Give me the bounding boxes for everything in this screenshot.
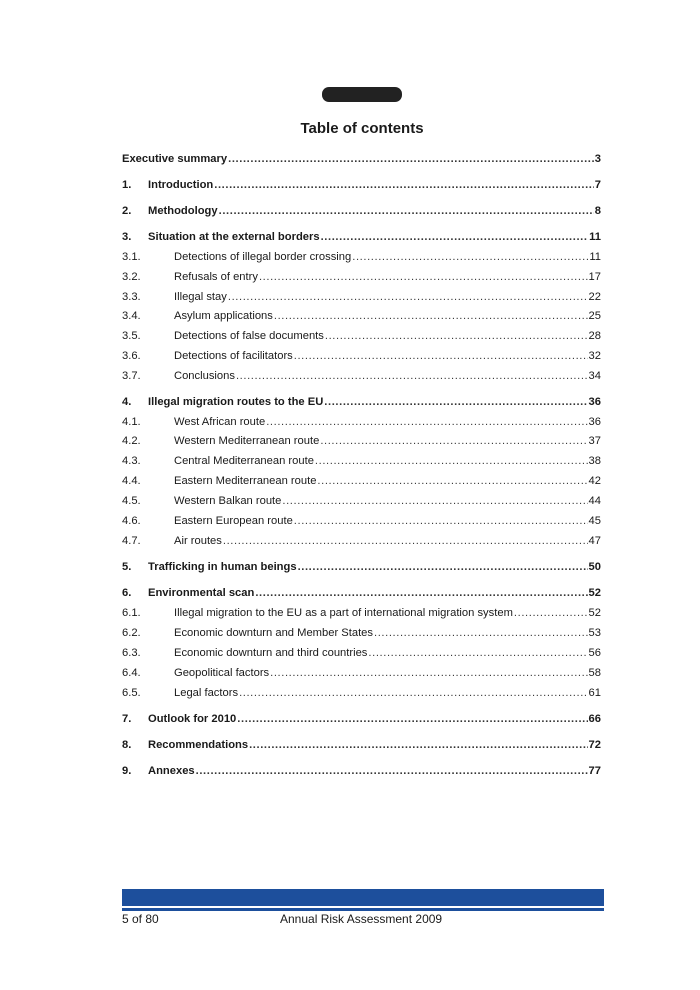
toc-leader-dots <box>228 289 588 305</box>
toc-entry-page: 58 <box>588 667 601 679</box>
toc-entry-number: 3.5. <box>122 330 141 342</box>
toc-entry-label: Conclusions <box>174 370 235 382</box>
toc-entry-page: 37 <box>588 435 601 447</box>
page-title: Table of contents <box>300 120 424 137</box>
footer-rule <box>122 908 604 911</box>
toc-entry-label: Central Mediterranean route <box>174 455 314 467</box>
toc-entry[interactable] <box>122 559 601 575</box>
toc-leader-dots <box>368 645 587 661</box>
toc-entry-number: 6.1. <box>122 607 141 619</box>
toc-entry-number: 6. <box>122 587 132 599</box>
toc-entry-number: 6.4. <box>122 667 141 679</box>
toc-entry-number: 3.6. <box>122 350 141 362</box>
toc-entry-number: 5. <box>122 561 132 573</box>
toc-leader-dots <box>249 737 587 753</box>
toc-leader-dots <box>294 348 588 364</box>
toc-entry-number: 4.6. <box>122 515 141 527</box>
toc-leader-dots <box>317 473 587 489</box>
toc-entry-label: Detections of illegal border crossing <box>174 251 352 263</box>
toc-leader-dots <box>320 433 587 449</box>
footer-page-number: 5 of 80 <box>122 912 159 926</box>
toc-entry-page: 77 <box>588 765 601 777</box>
toc-leader-dots <box>321 229 589 245</box>
toc-leader-dots <box>324 394 587 410</box>
toc-entry[interactable] <box>122 177 601 193</box>
toc-entry-number: 6.3. <box>122 647 141 659</box>
toc-leader-dots <box>270 665 587 681</box>
toc-entry[interactable] <box>122 605 601 621</box>
toc-entry-number: 4.1. <box>122 416 141 428</box>
toc-entry-number: 4.2. <box>122 435 141 447</box>
toc-entry-label: Air routes <box>174 535 222 547</box>
toc-entry-page: 7 <box>594 179 601 191</box>
toc-entry-number: 3. <box>122 231 132 243</box>
toc-entry[interactable] <box>122 308 601 324</box>
toc-entry-label: Illegal migration to the EU as a part of international migration system <box>174 607 513 619</box>
toc-entry-label: Outlook for 2010 <box>148 713 237 725</box>
toc-entry-page: 50 <box>588 561 601 573</box>
toc-entry-label: Trafficking in human beings <box>148 561 297 573</box>
toc-entry[interactable] <box>122 493 601 509</box>
toc-entry-page: 8 <box>594 205 601 217</box>
toc-entry-label: Introduction <box>148 179 214 191</box>
toc-leader-dots <box>196 763 588 779</box>
toc-entry-label: Refusals of entry <box>174 271 258 283</box>
toc-entry[interactable] <box>122 513 601 529</box>
toc-entry-label: Eastern Mediterranean route <box>174 475 317 487</box>
toc-leader-dots <box>325 328 588 344</box>
toc-entry-label: Legal factors <box>174 687 239 699</box>
toc-leader-dots <box>214 177 594 193</box>
toc-leader-dots <box>374 625 588 641</box>
toc-entry-label: Detections of false documents <box>174 330 324 342</box>
toc-entry-number: 6.5. <box>122 687 141 699</box>
toc-entry-label: Western Mediterranean route <box>174 435 320 447</box>
toc-entry-page: 28 <box>588 330 601 342</box>
toc-entry-number: 4.4. <box>122 475 141 487</box>
toc-leader-dots <box>236 368 588 384</box>
toc-entry-number: 1. <box>122 179 132 191</box>
toc-entry[interactable] <box>122 151 601 167</box>
toc-entry[interactable] <box>122 737 601 753</box>
toc-entry[interactable] <box>122 645 601 661</box>
toc-entry[interactable] <box>122 665 601 681</box>
toc-entry-page: 36 <box>588 416 601 428</box>
toc-entry-number: 4.5. <box>122 495 141 507</box>
toc-entry-label: West African route <box>174 416 266 428</box>
toc-entry-number: 3.3. <box>122 291 141 303</box>
toc-entry-page: 44 <box>588 495 601 507</box>
toc-leader-dots <box>219 203 594 219</box>
toc-entry-number: 2. <box>122 205 132 217</box>
toc-entry-page: 32 <box>588 350 601 362</box>
toc-entry-page: 11 <box>589 251 601 263</box>
toc-entry-label: Recommendations <box>148 739 249 751</box>
toc-entry-page: 72 <box>588 739 601 751</box>
toc-entry-number: 4.7. <box>122 535 141 547</box>
toc-entry-label: Western Balkan route <box>174 495 282 507</box>
footer-bar <box>122 889 604 906</box>
toc-entry[interactable] <box>122 328 601 344</box>
toc-entry-page: 47 <box>588 535 601 547</box>
toc-entry-page: 66 <box>588 713 601 725</box>
toc-entry[interactable] <box>122 685 601 701</box>
toc-entry-page: 45 <box>588 515 601 527</box>
toc-entry-page: 42 <box>588 475 601 487</box>
toc-entry[interactable] <box>122 229 601 245</box>
toc-entry-label: Annexes <box>148 765 195 777</box>
toc-entry[interactable] <box>122 289 601 305</box>
toc-entry[interactable] <box>122 533 601 549</box>
toc-entry[interactable] <box>122 763 601 779</box>
toc-entry-page: 11 <box>589 231 601 243</box>
toc-entry-label: Detections of facilitators <box>174 350 293 362</box>
toc-leader-dots <box>223 533 588 549</box>
toc-entry-label: Situation at the external borders <box>148 231 320 243</box>
toc-leader-dots <box>274 308 588 324</box>
toc-entry-label: Illegal stay <box>174 291 227 303</box>
toc-leader-dots <box>298 559 588 575</box>
toc-leader-dots <box>294 513 588 529</box>
toc-entry[interactable] <box>122 625 601 641</box>
toc-entry-page: 22 <box>588 291 601 303</box>
toc-entry-page: 3 <box>594 153 601 165</box>
toc-entry[interactable] <box>122 453 601 469</box>
toc-entry-number: 4.3. <box>122 455 141 467</box>
toc-entry-page: 25 <box>588 310 601 322</box>
toc-entry[interactable] <box>122 394 601 410</box>
toc-entry[interactable] <box>122 269 601 285</box>
toc-entry[interactable] <box>122 348 601 364</box>
toc-entry-label: Asylum applications <box>174 310 273 322</box>
toc-entry[interactable] <box>122 433 601 449</box>
toc-leader-dots <box>315 453 588 469</box>
toc-entry[interactable] <box>122 203 601 219</box>
toc-entry-label: Executive summary <box>122 153 228 165</box>
toc-entry-number: 3.2. <box>122 271 141 283</box>
toc-leader-dots <box>352 249 588 265</box>
toc-entry-number: 4. <box>122 396 132 408</box>
toc-entry-label: Methodology <box>148 205 218 217</box>
toc-leader-dots <box>514 605 588 621</box>
toc-entry-number: 3.1. <box>122 251 141 263</box>
toc-entry[interactable] <box>122 249 601 265</box>
toc-entry-number: 3.4. <box>122 310 141 322</box>
toc-entry-number: 3.7. <box>122 370 141 382</box>
toc-entry-page: 52 <box>588 587 601 599</box>
toc-entry-number: 7. <box>122 713 132 725</box>
toc-entry-number: 9. <box>122 765 132 777</box>
toc-entry-label: Geopolitical factors <box>174 667 270 679</box>
toc-entry-label: Economic downturn and Member States <box>174 627 373 639</box>
toc-leader-dots <box>239 685 587 701</box>
toc-entry-page: 52 <box>588 607 601 619</box>
toc-leader-dots <box>259 269 588 285</box>
toc-entry[interactable] <box>122 368 601 384</box>
toc-entry-page: 53 <box>588 627 601 639</box>
toc-entry-page: 36 <box>588 396 601 408</box>
footer-document-title: Annual Risk Assessment 2009 <box>280 912 443 926</box>
toc-entry[interactable] <box>122 414 601 430</box>
toc-entry-label: Economic downturn and third countries <box>174 647 368 659</box>
toc-entry[interactable] <box>122 585 601 601</box>
toc-entry[interactable] <box>122 711 601 727</box>
toc-entry[interactable] <box>122 473 601 489</box>
toc-leader-dots <box>255 585 587 601</box>
redaction-mark <box>322 87 402 102</box>
toc-entry-label: Eastern European route <box>174 515 293 527</box>
toc-entry-number: 6.2. <box>122 627 141 639</box>
toc-leader-dots <box>282 493 587 509</box>
toc-leader-dots <box>228 151 594 167</box>
toc-entry-label: Environmental scan <box>148 587 255 599</box>
toc-entry-page: 34 <box>588 370 601 382</box>
toc-entry-label: Illegal migration routes to the EU <box>148 396 324 408</box>
toc-leader-dots <box>237 711 587 727</box>
toc-leader-dots <box>266 414 587 430</box>
toc-entry-page: 38 <box>588 455 601 467</box>
toc-entry-number: 8. <box>122 739 132 751</box>
toc-entry-page: 17 <box>588 271 601 283</box>
toc-entry-page: 56 <box>588 647 601 659</box>
toc-entry-page: 61 <box>588 687 601 699</box>
